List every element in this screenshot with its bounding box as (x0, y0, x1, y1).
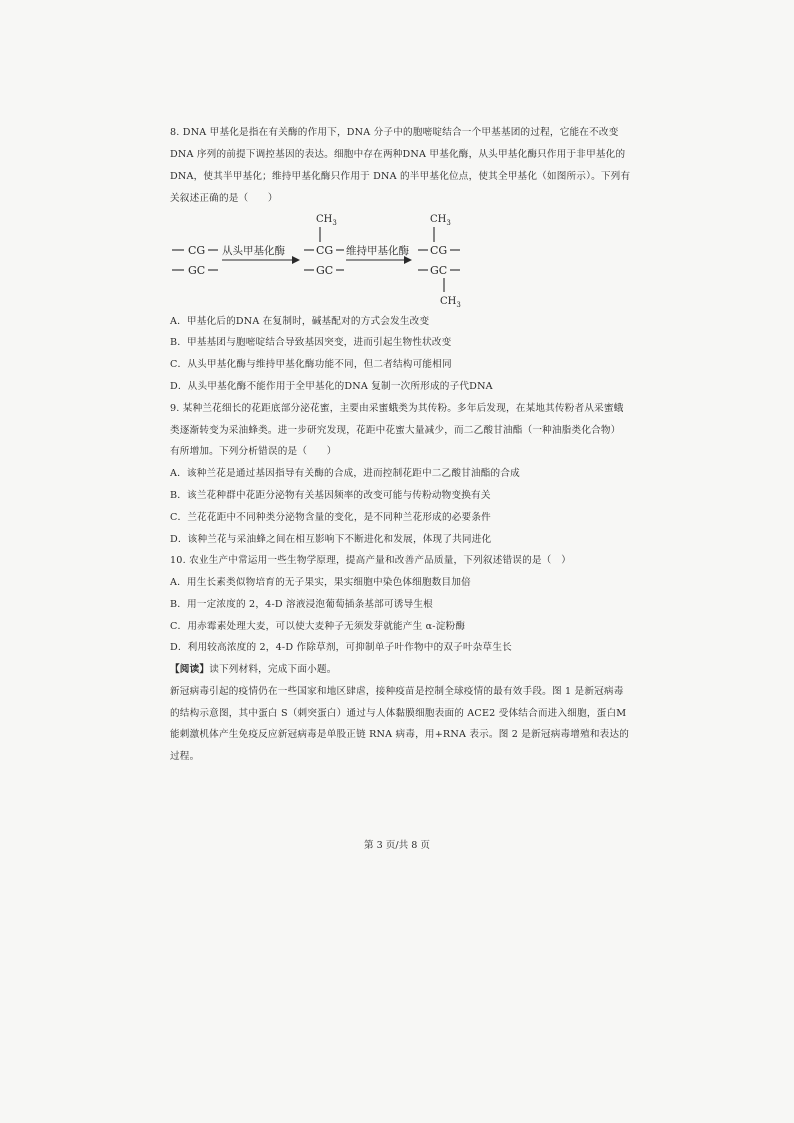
dna-top-2: CG (316, 244, 334, 257)
q8-line-3: DNA，使其半甲基化；维持甲基化酶只作用于 DNA 的半甲基化位点，使其全甲基化（如图所示）。下列有 (170, 171, 631, 182)
reading-intro: 读下列材料，完成下面小题。 (209, 664, 337, 675)
methyl-top-3: $CH_3$ (430, 214, 451, 227)
page-number: 第 3 页/共 8 页 (363, 840, 430, 851)
q9-option-d: D．该种兰花与采油蜂之间在相互影响下不断进化和发展，体现了共同进化 (170, 534, 492, 545)
methylation-diagram (168, 208, 488, 308)
dna-top-3: CG (430, 244, 448, 257)
q8-option-a: A．甲基化后的DNA 在复制时，碱基配对的方式会发生改变 (170, 316, 430, 327)
dna-bottom-3: GC (430, 264, 448, 277)
q8-line-4: 关叙述正确的是（ ） (170, 193, 278, 204)
q9-option-a: A．该种兰花是通过基因指导有关酶的合成，进而控制花距中二乙酸甘油酯的合成 (170, 468, 520, 479)
reading-line-4: 过程。 (170, 751, 200, 762)
methyl-bottom-3: $CH_3$ (440, 296, 461, 308)
methyl-top-2: $CH_3$ (316, 214, 337, 227)
q9-line-1: 9. 某种兰花细长的花距底部分泌花蜜，主要由采蜜蛾类为其传粉。多年后发现，在某地其传粉者从采蜜蛾 (170, 403, 624, 414)
q10-option-d: D．利用较高浓度的 2，4-D 作除草剂，可抑制单子叶作物中的双子叶杂草生长 (170, 642, 512, 653)
dna-bottom-1: GC (188, 264, 206, 277)
q9-line-3: 有所增加。下列分析错误的是（ ） (170, 446, 337, 457)
q8-option-b: B．甲基基团与胞嘧啶结合导致基因突变，进而引起生物性状改变 (170, 337, 452, 348)
q10-option-c: C．用赤霉素处理大麦，可以使大麦种子无须发芽就能产生 α-淀粉酶 (170, 621, 466, 632)
enzyme1-label: 从头甲基化酶 (222, 245, 285, 257)
q10-line-1: 10. 农业生产中常运用一些生物学原理，提高产量和改善产品质量，下列叙述错误的是（ ） (170, 555, 572, 566)
reading-line-3: 能刺激机体产生免疫反应新冠病毒是单股正链 RNA 病毒，用+RNA 表示。图 2 是新冠病毒增殖和表达的 (170, 729, 630, 740)
q10-option-a: A．用生长素类似物培育的无子果实，果实细胞中染色体细胞数目加倍 (170, 577, 471, 588)
q9-option-b: B．该兰花种群中花距分泌物有关基因频率的改变可能与传粉动物变换有关 (170, 490, 491, 501)
enzyme2-label: 维持甲基化酶 (346, 245, 409, 257)
reading-tag: 【阅读】 (170, 664, 210, 675)
reading-line-1: 新冠病毒引起的疫情仍在一些国家和地区肆虐，接种疫苗是控制全球疫情的最有效手段。图 1 是新冠病毒 (170, 686, 624, 697)
q8-option-c: C．从头甲基化酶与维持甲基化酶功能不同，但二者结构可能相同 (170, 359, 452, 370)
q9-option-c: C．兰花花距中不同种类分泌物含量的变化，是不同种兰花形成的必要条件 (170, 512, 491, 523)
q9-line-2: 类逐渐转变为采油蜂类。进一步研究发现，花距中花蜜大量减少，而二乙酸甘油酯（一种油脂类化合物） (170, 425, 621, 436)
reading-header (170, 663, 630, 676)
q8-line-1: 8. DNA 甲基化是指在有关酶的作用下，DNA 分子中的胞嘧啶结合一个甲基基团的过程，它能在不改变 (170, 127, 619, 138)
q10-option-b: B．用一定浓度的 2，4-D 溶液浸泡葡萄插条基部可诱导生根 (170, 599, 433, 610)
reading-line-2: 的结构示意图，其中蛋白 S（刺突蛋白）通过与人体黏膜细胞表面的 ACE2 受体结合而进入细胞，蛋白M (170, 708, 627, 719)
q8-line-2: DNA 序列的前提下调控基因的表达。细胞中存在两种DNA 甲基化酶，从头甲基化酶只作用于非甲基化的 (170, 149, 626, 160)
dna-bottom-2: GC (316, 264, 334, 277)
dna-top-1: CG (188, 244, 206, 257)
q8-option-d: D．从头甲基化酶不能作用于全甲基化的DNA 复制一次所形成的子代DNA (170, 381, 493, 392)
